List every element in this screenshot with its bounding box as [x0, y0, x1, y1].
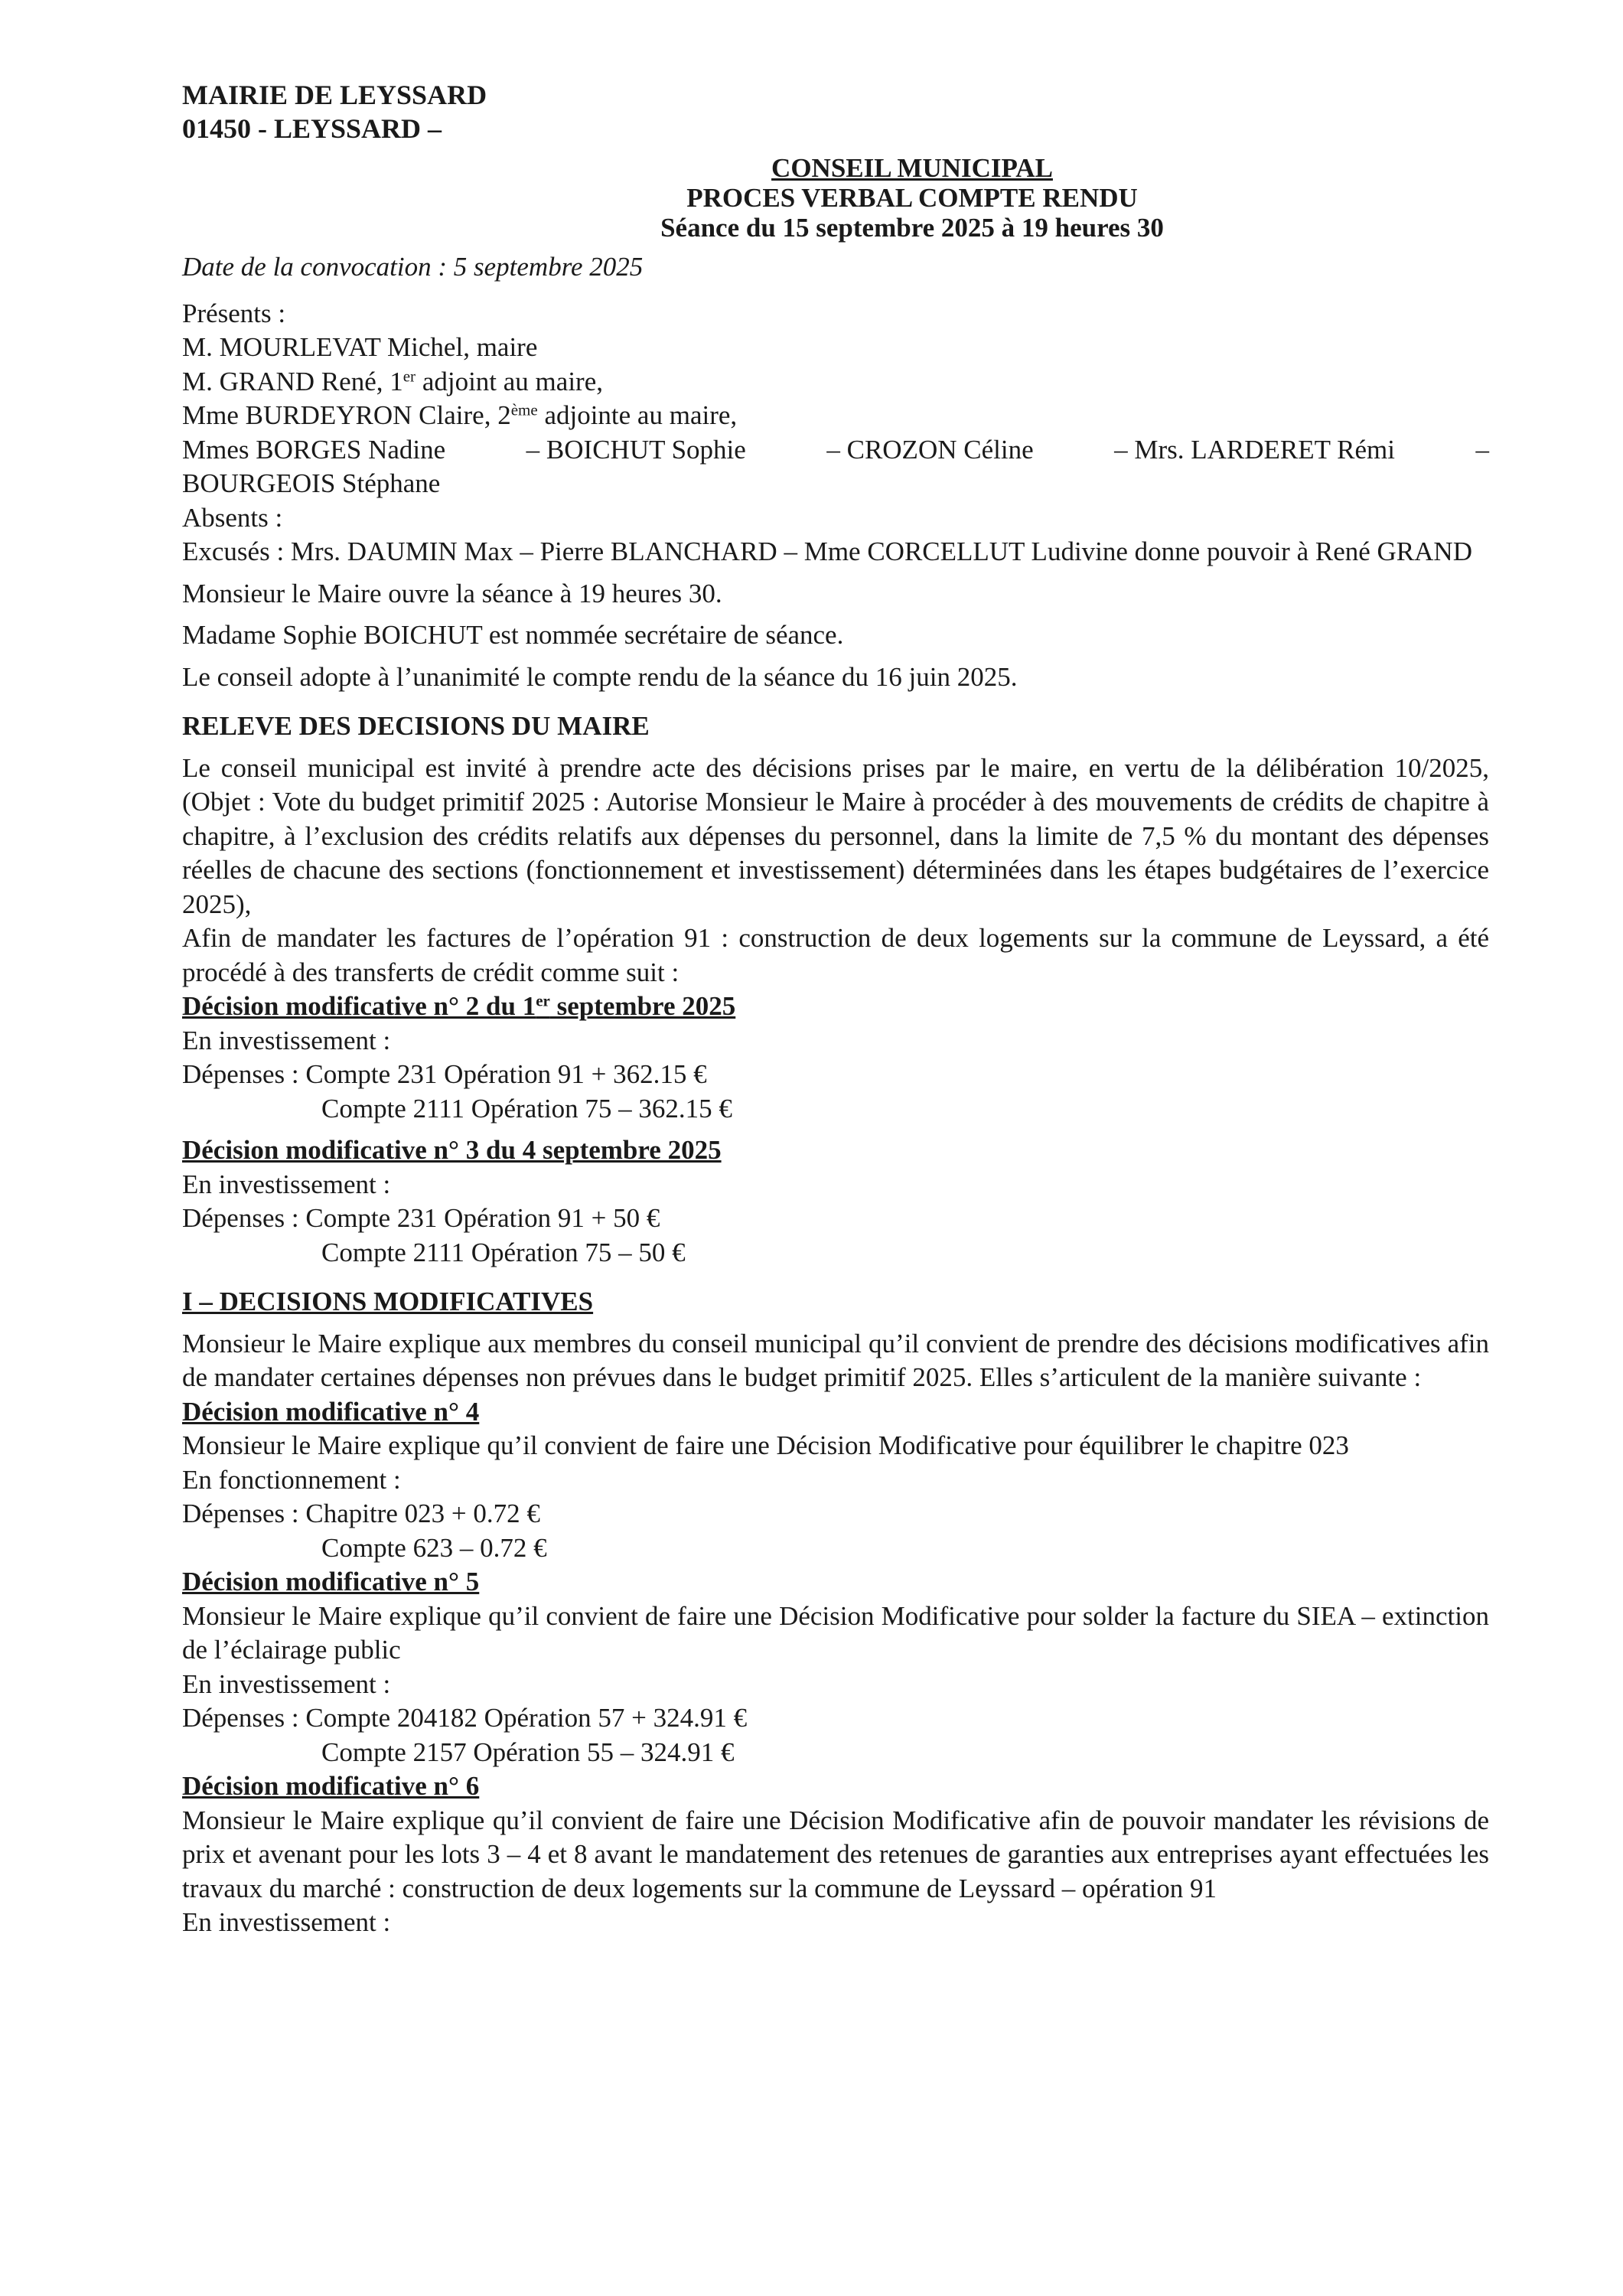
- title-block: [182, 153, 1489, 243]
- dm3-line-1: Dépenses : Compte 231 Opération 91 + 50 €: [182, 1203, 660, 1233]
- dm4-section: En fonctionnement :: [182, 1464, 401, 1495]
- document-page: [182, 78, 1489, 1940]
- dm4-line-1: Dépenses : Chapitre 023 + 0.72 €: [182, 1499, 540, 1528]
- dm5-section: En investissement :: [182, 1668, 391, 1699]
- dm5-line-1: Dépenses : Compte 204182 Opération 57 + 324.91 €: [182, 1703, 748, 1733]
- opening-line: Monsieur le Maire ouvre la séance à 19 heures 30.: [182, 578, 722, 608]
- releve-paragraph-2: Afin de mandater les factures de l’opération 91 : construction de deux logements sur la commune de Leyssard, a été procédé à des transferts de crédit comme suit :: [182, 923, 1489, 987]
- title-seance: Séance du 15 septembre 2025 à 19 heures 30: [660, 213, 1164, 243]
- dm4-text: Monsieur le Maire explique qu’il convient de faire une Décision Modificative pour équilibrer le chapitre 023: [182, 1430, 1349, 1460]
- present-conseiller-bourgeois: BOURGEOIS Stéphane: [182, 468, 441, 498]
- dm2-title: Décision modificative n° 2 du 1er septembre 2025: [182, 991, 736, 1021]
- dm4-line-2: Compte 623 – 0.72 €: [321, 1532, 547, 1563]
- releve-heading: RELEVE DES DECISIONS DU MAIRE: [182, 711, 650, 741]
- excuses-list: Excusés : Mrs. DAUMIN Max – Pierre BLANCHARD – Mme CORCELLUT Ludivine donne pouvoir à René GRAND: [182, 536, 1472, 566]
- section-1-heading: I – DECISIONS MODIFICATIVES: [182, 1287, 594, 1316]
- mairie-name: MAIRIE DE LEYSSARD: [182, 80, 487, 110]
- absents-label: Absents :: [182, 502, 283, 533]
- present-conseillers: Mmes BORGES Nadine – BOICHUT Sophie – CROZON Céline – Mrs. LARDERET Rémi –: [182, 434, 1489, 465]
- adoption-line: Le conseil adopte à l’unanimité le compte rendu de la séance du 16 juin 2025.: [182, 661, 1018, 692]
- releve-paragraph-1: Le conseil municipal est invité à prendre acte des décisions prises par le maire, en vertu de la délibération 10/2025, (Objet : Vote du budget primitif 2025 : Autorise Monsieur le Maire à procéder à des mouvements de crédits de chapitre à chapitre, à l’exclusion des crédits relatifs aux dépenses du personnel, dans la limite de 7,5 % du montant des dépenses réelles de chacune des sections (fonctionnement et investissement) déterminées dans les étapes budgétaires de l’exercice 2025),: [182, 752, 1489, 919]
- dm5-title: Décision modificative n° 5: [182, 1567, 480, 1596]
- dm2-line-2: Compte 2111 Opération 75 – 362.15 €: [321, 1093, 732, 1124]
- dm3-title: Décision modificative n° 3 du 4 septembre 2025: [182, 1135, 722, 1165]
- presents-label: Présents :: [182, 298, 286, 328]
- dm6-section: En investissement :: [182, 1907, 391, 1937]
- dm5-text: Monsieur le Maire explique qu’il convient de faire une Décision Modificative pour solder la facture du SIEA – extinction de l’éclairage public: [182, 1600, 1489, 1665]
- present-maire: M. MOURLEVAT Michel, maire: [182, 332, 538, 362]
- dm6-title: Décision modificative n° 6: [182, 1771, 480, 1801]
- dm2-line-1: Dépenses : Compte 231 Opération 91 + 362.15 €: [182, 1059, 707, 1089]
- present-adjoint-2: Mme BURDEYRON Claire, 2ème adjointe au maire,: [182, 400, 738, 430]
- dm2-section: En investissement :: [182, 1025, 391, 1055]
- mairie-address: 01450 - LEYSSARD –: [182, 113, 442, 144]
- dm3-section: En investissement :: [182, 1169, 391, 1199]
- present-adjoint-1: M. GRAND René, 1er adjoint au maire,: [182, 366, 603, 396]
- dm4-title: Décision modificative n° 4: [182, 1396, 480, 1427]
- dm5-line-2: Compte 2157 Opération 55 – 324.91 €: [321, 1737, 735, 1767]
- title-pv: PROCES VERBAL COMPTE RENDU: [686, 183, 1138, 213]
- section-1-intro: Monsieur le Maire explique aux membres du conseil municipal qu’il convient de prendre des décisions modificatives afin de mandater certaines dépenses non prévues dans le budget primitif 2025. Elles s’articulent de la manière suivante :: [182, 1328, 1489, 1392]
- secretary-line: Madame Sophie BOICHUT est nommée secrétaire de séance.: [182, 620, 844, 650]
- title-conseil: CONSEIL MUNICIPAL: [771, 153, 1053, 183]
- convocation-date: Date de la convocation : 5 septembre 2025: [182, 252, 644, 282]
- dm3-line-2: Compte 2111 Opération 75 – 50 €: [321, 1237, 686, 1267]
- dm6-text: Monsieur le Maire explique qu’il convient de faire une Décision Modificative afin de pouvoir mandater les révisions de prix et avenant pour les lots 3 – 4 et 8 avant le mandatement des retenues de garanties aux entreprises ayant effectuées les travaux du marché : construction de deux logements sur la commune de Leyssard – opération 91: [182, 1805, 1489, 1903]
